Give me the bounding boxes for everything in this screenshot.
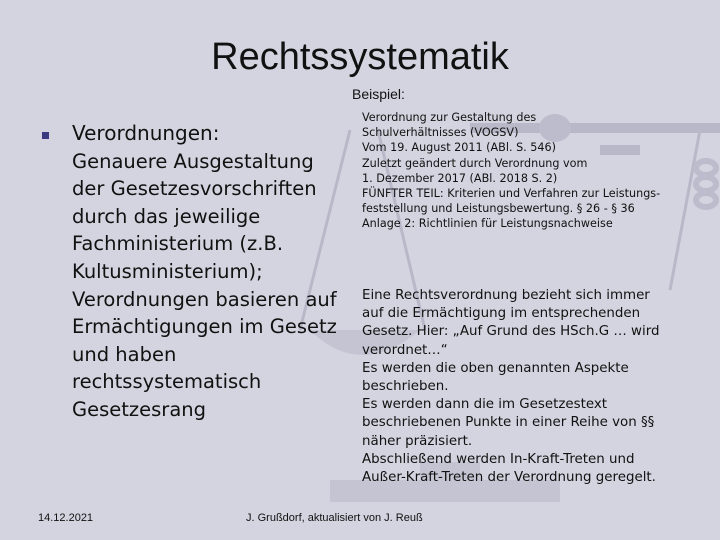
- reference-line: Zuletzt geändert durch Verordnung vom: [362, 156, 588, 170]
- reference-line: 1. Dezember 2017 (ABl. 2018 S. 2): [362, 171, 558, 185]
- explanation-line: Abschließend werden In-Kraft-Treten und: [362, 451, 635, 467]
- bullet-text: Genauere Ausgestaltung der Gesetzesvorschriften durch das jeweilige Fachministerium (z.B. Kultusministerium); Verordnungen basieren auf Ermächtigungen im Gesetz und haben rechtssystematisch Gesetzesrang: [72, 149, 337, 421]
- example-label: Beispiel:: [352, 86, 405, 102]
- explanation-line: Außer-Kraft-Treten der Verordnung geregelt.: [362, 470, 656, 486]
- explanation-line: beschrieben.: [362, 379, 449, 395]
- reference-line: feststellung und Leistungsbewertung. § 26 - § 36: [362, 202, 635, 216]
- footer-date: 14.12.2021: [38, 512, 94, 524]
- explanation-text: [362, 287, 707, 487]
- explanation-line: Es werden die oben genannten Aspekte: [362, 360, 629, 376]
- reference-line: FÜNFTER TEIL: Kriterien und Verfahren zur Leistungs-: [362, 187, 661, 201]
- bullet-heading: Verordnungen:: [72, 121, 220, 145]
- square-bullet-icon: [42, 132, 49, 139]
- footer-credit: J. Grußdorf, aktualisiert von J. Reuß: [246, 512, 423, 524]
- reference-line: Anlage 2: Richtlinien für Leistungsnachweise: [362, 217, 613, 231]
- explanation-line: beschriebenen Punkte in einer Reihe von §§: [362, 415, 655, 431]
- explanation-line: Gesetz. Hier: „Auf Grund des HSch.G … wird: [362, 324, 660, 340]
- explanation-line: näher präzisiert.: [362, 433, 473, 449]
- regulation-reference: [362, 110, 707, 232]
- reference-line: Schulverhältnisses (VOGSV): [362, 126, 519, 140]
- explanation-line: verordnet…“: [362, 342, 448, 358]
- explanation-line: Eine Rechtsverordnung bezieht sich immer: [362, 288, 650, 303]
- reference-line: Verordnung zur Gestaltung des: [362, 111, 537, 124]
- reference-line: Vom 19. August 2011 (ABl. S. 546): [362, 141, 557, 155]
- explanation-line: auf die Ermächtigung im entsprechenden: [362, 306, 641, 322]
- bullet-block: [72, 120, 347, 424]
- slide-title: Rechtssystematik: [211, 36, 509, 78]
- explanation-line: Es werden dann die im Gesetzestext: [362, 397, 608, 413]
